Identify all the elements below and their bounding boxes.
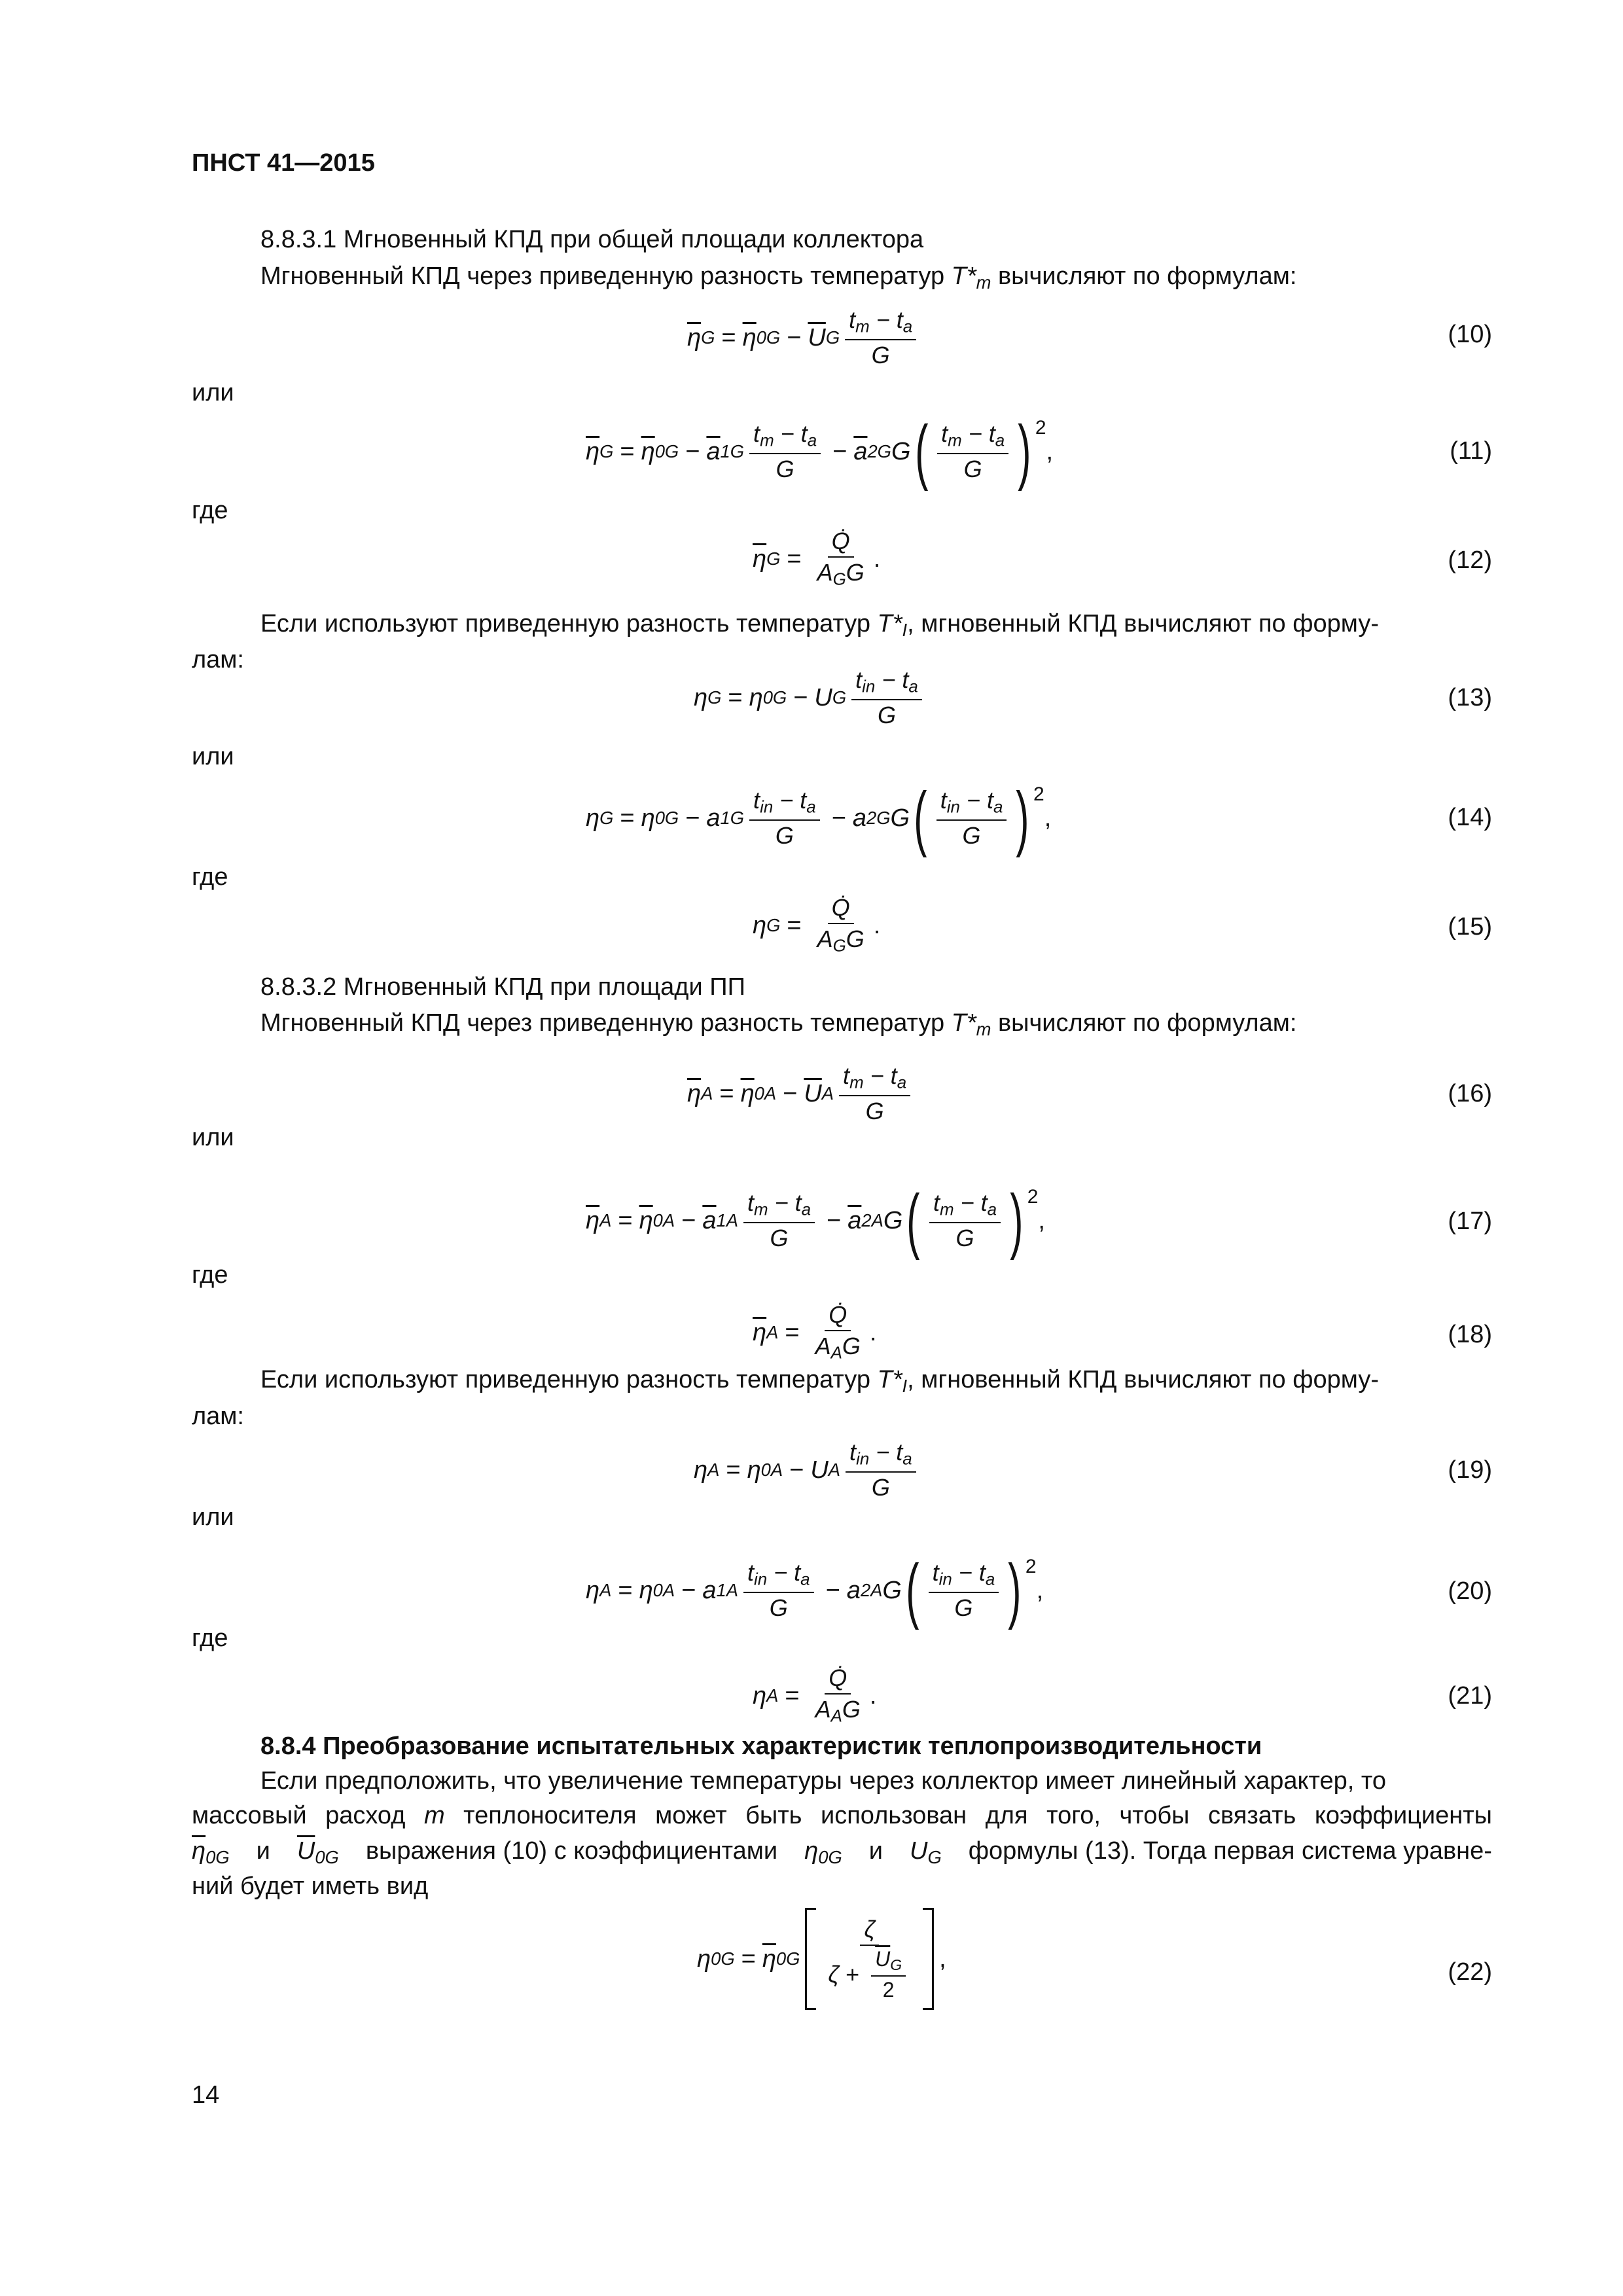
equation-19: η A = η 0A − U A $\frac{t_{in} - t_a}{G}$ [694, 1440, 921, 1499]
equation-number: (22) [1448, 1958, 1492, 1986]
equation-16: $\overline{\eta}$ A = $\overline{\eta}$ 0A − $\overline{U}$ A $\frac{t_m - t_a}{G}$ [687, 1064, 916, 1123]
word-or: или [192, 379, 234, 406]
paragraph-text: Если используют приведенную разность температур $T*_I$, мгновенный КПД вычисляют по форму- [260, 610, 1379, 640]
paragraph-continuation: лам: [192, 646, 244, 673]
paragraph-text: ний будет иметь вид [192, 1873, 429, 1900]
equation-18: $\overline{\eta}$ A = $\frac{Q̇}{A_AG}$ . [753, 1301, 877, 1363]
equation-10: $\overline{\eta}$ G = $\overline{\eta}$ 0G − $\overline{U}$ G $\frac{t_m - t_a}{G}$ [687, 308, 921, 367]
equation-20: η A = η 0A − a 1A $\frac{t_{in} - t_a}{G}$ − a 2A G ( $\frac{t_{in} - t_a}{G}$ ) 2 , [586, 1550, 1044, 1630]
equation-number: (11) [1450, 437, 1492, 465]
equation-22: η 0G = $\overline{\eta}$ 0G ζ ζ + $\frac{\overline{U}_G}{2}$ , [697, 1908, 946, 2010]
equation-15: η G = $\frac{Q̇}{A_GG}$ . [753, 894, 881, 956]
section-heading-8-8-4: 8.8.4 Преобразование испытательных характеристик теплопроизводительности [260, 1732, 1262, 1760]
section-heading-8-8-3-1: 8.8.3.1 Мгновенный КПД при общей площади коллектора [260, 226, 924, 253]
word-or: или [192, 743, 234, 770]
word-where: где [192, 1261, 228, 1289]
section-intro: Мгновенный КПД через приведенную разность температур $T*_m$ вычисляют по формулам: [260, 1009, 1297, 1039]
equation-17: $\overline{\eta}$ A = $\overline{\eta}$ 0A − $\overline{a}$ 1A $\frac{t_m - t_a}{G}$ − $\overline{a}$ 2A G ( $\frac{t_m - t_a}{G}$ ) 2 , [586, 1180, 1045, 1261]
equation-number: (13) [1448, 684, 1492, 711]
paragraph-text: $\overline{\eta}_{0G}$ и $\overline{U}_{0G}$ выражения (10) с коэффициентами $\eta_{0G}$ и $U_G$ формулы (13). Тогда первая система уравне- [192, 1837, 1492, 1867]
equation-number: (10) [1448, 321, 1492, 348]
equation-number: (14) [1448, 804, 1492, 831]
equation-number: (20) [1448, 1577, 1492, 1605]
word-or: или [192, 1503, 234, 1531]
paragraph-text: массовый расход m теплоносителя может быть использован для того, чтобы связать коэффициенты [192, 1802, 1492, 1829]
page-number: 14 [192, 2081, 220, 2109]
equation-number: (18) [1448, 1321, 1492, 1348]
section-intro: Мгновенный КПД через приведенную разность температур $T*_m$ вычисляют по формулам: [260, 262, 1297, 293]
equation-number: (12) [1448, 547, 1492, 574]
equation-number: (17) [1448, 1208, 1492, 1235]
word-where: где [192, 1624, 228, 1652]
equation-11: $\overline{\eta}$ G = $\overline{\eta}$ 0G − $\overline{a}$ 1G $\frac{t_m - t_a}{G}$ − $\overline{a}$ 2G G ( $\frac{t_m - t_a}{G}$ ) 2 , [586, 411, 1054, 492]
equation-number: (15) [1448, 913, 1492, 941]
paragraph-text: Если используют приведенную разность температур $T*_I$, мгновенный КПД вычисляют по форму- [260, 1366, 1379, 1396]
equation-21: η A = $\frac{Q̇}{A_AG}$ . [753, 1664, 877, 1726]
equation-number: (16) [1448, 1080, 1492, 1107]
equation-number: (21) [1448, 1682, 1492, 1710]
equation-12: $\overline{\eta}$ G = $\frac{Q̇}{A_GG}$ . [753, 528, 881, 589]
document-id: ПНСТ 41—2015 [192, 149, 375, 177]
equation-number: (19) [1448, 1456, 1492, 1484]
paragraph-text: Если предположить, что увеличение температуры через коллектор имеет линейный характер, то [260, 1767, 1387, 1795]
paragraph-continuation: лам: [192, 1403, 244, 1430]
section-heading-8-8-3-2: 8.8.3.2 Мгновенный КПД при площади ПП [260, 973, 745, 1001]
equation-13: η G = η 0G − U G $\frac{t_{in} - t_a}{G}$ [694, 668, 927, 727]
word-where: где [192, 497, 228, 524]
word-or: или [192, 1124, 234, 1151]
equation-14: η G = η 0G − a 1G $\frac{t_{in} - t_a}{G}$ − a 2G G ( $\frac{t_{in} - t_a}{G}$ ) 2 , [586, 778, 1052, 858]
word-where: где [192, 863, 228, 891]
